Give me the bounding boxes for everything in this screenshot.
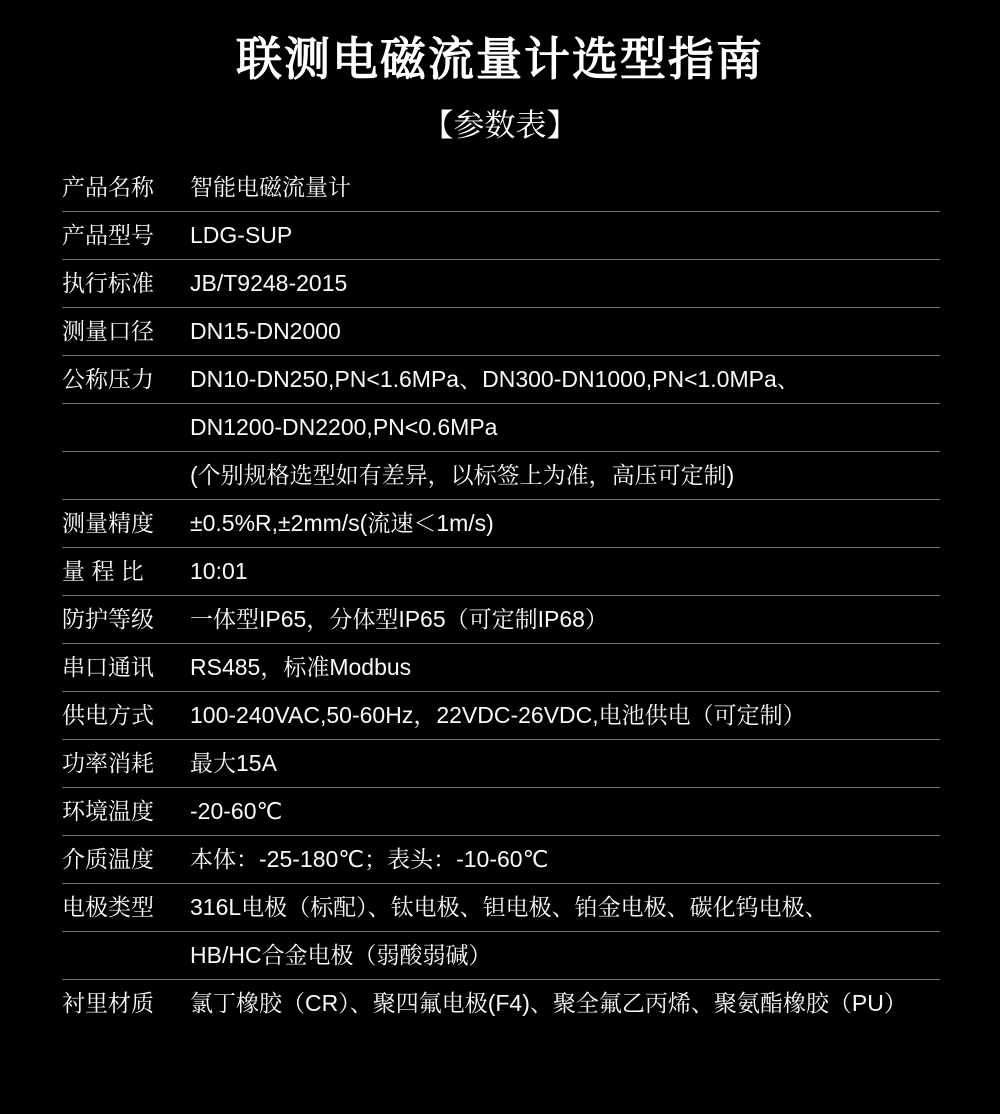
param-value: DN15-DN2000 (190, 317, 341, 344)
table-row (62, 452, 940, 500)
param-value: -20-60℃ (190, 797, 283, 824)
table-row (62, 308, 940, 356)
param-label: 公称压力 (62, 365, 154, 392)
param-value: 一体型IP65，分体型IP65（可定制IP68） (190, 605, 608, 632)
param-label: 测量口径 (62, 317, 154, 344)
param-label: 功率消耗 (62, 749, 154, 776)
table-row (62, 932, 940, 980)
param-value: 最大15A (190, 749, 277, 776)
table-row (62, 884, 940, 932)
param-value: (个别规格选型如有差异，以标签上为准，高压可定制) (190, 461, 735, 488)
param-label: 供电方式 (62, 701, 154, 728)
param-label: 串口通讯 (62, 653, 154, 680)
param-value: 本体：-25-180℃；表头：-10-60℃ (190, 845, 549, 872)
param-label: 环境温度 (62, 797, 154, 824)
page-subtitle: 【参数表】 (422, 108, 578, 143)
table-row (62, 500, 940, 548)
table-row (62, 260, 940, 308)
param-value: LDG-SUP (190, 221, 293, 248)
parameter-table (62, 164, 940, 1028)
table-row (62, 212, 940, 260)
table-row (62, 356, 940, 404)
param-value: 100-240VAC,50-60Hz，22VDC-26VDC,电池供电（可定制） (190, 701, 806, 728)
param-value: 316L电极（标配）、钛电极、钽电极、铂金电极、碳化钨电极、 (190, 893, 828, 920)
param-label: 量 程 比 (62, 557, 144, 584)
page-title: 联测电磁流量计选型指南 (236, 33, 764, 85)
param-value: DN1200-DN2200,PN<0.6MPa (190, 413, 498, 440)
spec-sheet-page (0, 33, 1000, 1114)
param-value: DN10-DN250,PN<1.6MPa、DN300-DN1000,PN<1.0MPa、 (190, 365, 800, 392)
table-row (62, 980, 940, 1028)
param-value: RS485，标准Modbus (190, 653, 412, 680)
param-value: ±0.5%R,±2mm/s(流速＜1m/s) (190, 509, 494, 536)
table-row (62, 788, 940, 836)
param-value: 智能电磁流量计 (190, 173, 351, 200)
param-value: HB/HC合金电极（弱酸弱碱） (190, 941, 492, 968)
param-label: 产品型号 (62, 221, 154, 248)
param-label: 执行标准 (62, 269, 154, 296)
table-row (62, 836, 940, 884)
param-label: 衬里材质 (62, 990, 154, 1017)
table-row (62, 644, 940, 692)
param-value: 氯丁橡胶（CR）、聚四氟电极(F4)、聚全氟乙丙烯、聚氨酯橡胶（PU） (190, 990, 907, 1017)
table-row (62, 740, 940, 788)
table-row (62, 164, 940, 212)
param-label: 介质温度 (62, 845, 154, 872)
param-value: JB/T9248-2015 (190, 269, 348, 296)
table-row (62, 692, 940, 740)
param-label: 电极类型 (62, 893, 154, 920)
table-row (62, 404, 940, 452)
table-row (62, 548, 940, 596)
param-label: 测量精度 (62, 509, 154, 536)
param-label: 产品名称 (62, 173, 154, 200)
param-label: 防护等级 (62, 605, 154, 632)
param-value: 10:01 (190, 557, 248, 584)
table-row (62, 596, 940, 644)
